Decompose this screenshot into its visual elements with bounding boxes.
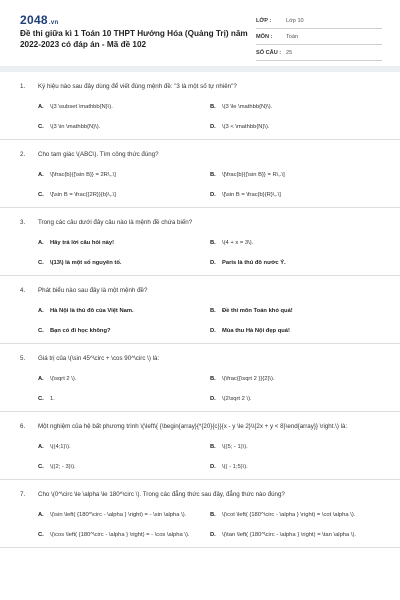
answer-option[interactable] [210, 395, 382, 403]
answer-letter: D. [210, 464, 216, 470]
answer-text: Hãy trả lời câu hỏi này! [50, 240, 115, 246]
meta-value: 25 [286, 49, 293, 56]
answer-options [38, 375, 400, 403]
answer-text: \(2\sqrt 2 \). [222, 396, 252, 402]
question-item [0, 344, 400, 412]
answer-options [38, 103, 400, 131]
answer-letter: B. [210, 172, 216, 178]
answer-letter: A. [38, 376, 44, 382]
logo-text: 2048 [20, 13, 48, 27]
answer-letter: A. [38, 444, 44, 450]
answer-option[interactable] [210, 259, 382, 267]
question-number: 7. [20, 491, 26, 498]
answer-option[interactable] [38, 395, 210, 403]
answer-option[interactable] [210, 191, 382, 199]
question-header [0, 218, 400, 227]
answer-options [38, 443, 400, 471]
question-text: Trong các câu dưới đây câu nào là mệnh đề chứa biến? [38, 219, 193, 226]
question-number: 4. [20, 287, 26, 294]
answer-letter: D. [210, 328, 216, 334]
answer-letter: B. [210, 512, 216, 518]
question-item [0, 480, 400, 548]
answer-text: \(3 \subset \mathbb{N}\). [50, 104, 113, 110]
answer-text: \(3 \le \mathbb{N}\). [222, 104, 273, 110]
answer-option[interactable] [38, 239, 210, 247]
answer-text: \(13\) là một số nguyên tố. [50, 260, 122, 266]
answer-options [38, 239, 400, 267]
answer-option[interactable] [38, 463, 210, 471]
answer-letter: A. [38, 172, 44, 178]
answer-text: \(\cot \left( {180^\circ - \alpha } \right) = \cot \alpha \). [222, 512, 356, 518]
answer-letter: C. [38, 532, 44, 538]
meta-row-subject [256, 29, 382, 45]
answer-text: \(3 < \mathbb{N}\). [222, 124, 270, 130]
answer-options [38, 307, 400, 335]
answer-option[interactable] [38, 103, 210, 111]
question-number: 2. [20, 151, 26, 158]
question-item [0, 140, 400, 208]
answer-text: Paris là thủ đô nước Ý. [222, 260, 286, 266]
answer-letter: D. [210, 260, 216, 266]
answer-text: \[\sin B = \frac{b}{R}\,.\] [222, 192, 281, 198]
exam-title: Đề thi giữa kì 1 Toán 10 THPT Hướng Hóa (Quảng Trị) năm 2022-2023 có đáp án - Mã đề 102 [20, 29, 248, 49]
answer-text: \(4 + x = 3\). [222, 240, 254, 246]
question-number: 5. [20, 355, 26, 362]
answer-text: \((5; - 1)\). [222, 444, 248, 450]
answer-options [38, 171, 400, 199]
question-header [0, 150, 400, 159]
question-number: 3. [20, 219, 26, 226]
meta-key: MÔN : [256, 33, 273, 40]
answer-text: \(\tan \left( {180^\circ - \alpha } \right) = \tan \alpha \). [222, 532, 357, 538]
answer-option[interactable] [210, 171, 382, 179]
question-header [0, 354, 400, 363]
answer-option[interactable] [210, 443, 382, 451]
question-text: Phát biểu nào sau đây là một mệnh đề? [38, 287, 148, 294]
answer-option[interactable] [210, 327, 382, 335]
answer-option[interactable] [38, 531, 210, 539]
answer-option[interactable] [38, 327, 210, 335]
answer-letter: D. [210, 532, 216, 538]
answer-letter: C. [38, 464, 44, 470]
answer-letter: B. [210, 308, 216, 314]
question-number: 1. [20, 83, 26, 90]
answer-text: \(\sqrt 2 \). [50, 376, 77, 382]
answer-option[interactable] [210, 239, 382, 247]
meta-row-question-count [256, 45, 382, 61]
site-logo[interactable] [20, 13, 58, 27]
answer-option[interactable] [210, 123, 382, 131]
answer-text: Bạn có đi học không? [50, 328, 111, 334]
question-text: Ký hiệu nào sau đây dùng để viết đúng mệnh đề: "3 là một số tự nhiên"? [38, 83, 237, 90]
answer-letter: B. [210, 444, 216, 450]
question-number: 6. [20, 423, 26, 430]
answer-text: \((2; - 3)\). [50, 464, 76, 470]
answer-letter: B. [210, 104, 216, 110]
answer-text: \(\cos \left( {180^\circ - \alpha } \right) = - \cos \alpha \). [50, 532, 190, 538]
question-item [0, 72, 400, 140]
answer-letter: C. [38, 260, 44, 266]
answer-option[interactable] [38, 191, 210, 199]
meta-value: Lớp 10 [286, 17, 304, 24]
answer-text: \[\frac{b}{{\sin B}} = 2R\,.\] [50, 172, 116, 178]
question-text: Giá trị của \(\sin 45^\circ + \cos 90^\circ \) là: [38, 355, 160, 362]
meta-row-class [256, 13, 382, 29]
answer-option[interactable] [38, 307, 210, 315]
question-text: Cho \(0^\circ \le \alpha \le 180^\circ \). Trong các đẳng thức sau đây, đẳng thức nào đúng? [38, 491, 285, 498]
answer-letter: A. [38, 308, 44, 314]
answer-option[interactable] [210, 463, 382, 471]
answer-text: Đề thi môn Toán khó quá! [222, 308, 293, 314]
answer-option[interactable] [38, 171, 210, 179]
question-item [0, 412, 400, 480]
answer-letter: D. [210, 396, 216, 402]
answer-text: Hà Nội là thủ đô của Việt Nam. [50, 308, 134, 314]
exam-meta [256, 13, 382, 61]
answer-text: \(( - 1;5)\). [222, 464, 248, 470]
question-header [0, 490, 400, 499]
answer-text: 1. [50, 396, 55, 402]
answer-option[interactable] [210, 307, 382, 315]
answer-letter: C. [38, 124, 44, 130]
answer-letter: D. [210, 124, 216, 130]
meta-key: SỐ CÂU : [256, 49, 282, 56]
answer-options [38, 511, 400, 539]
question-text: Cho tam giác \(ABC\). Tìm công thức đúng? [38, 151, 159, 158]
answer-letter: D. [210, 192, 216, 198]
answer-option[interactable] [210, 103, 382, 111]
answer-letter: C. [38, 328, 44, 334]
answer-text: \(\sin \left( {180^\circ - \alpha } \right) = - \sin \alpha \). [50, 512, 187, 518]
logo-suffix: .vn [48, 20, 59, 26]
meta-key: LỚP : [256, 17, 272, 24]
answer-option[interactable] [210, 375, 382, 383]
answer-letter: B. [210, 376, 216, 382]
answer-letter: A. [38, 240, 44, 246]
answer-text: Mùa thu Hà Nội đẹp quá! [222, 328, 290, 334]
answer-text: \(\frac{{\sqrt 2 }}{2}\). [222, 376, 275, 382]
answer-option[interactable] [38, 443, 210, 451]
question-item [0, 276, 400, 344]
answer-letter: C. [38, 192, 44, 198]
question-item [0, 208, 400, 276]
answer-text: \(3 \in \mathbb{N}\). [50, 124, 101, 130]
answer-option[interactable] [38, 375, 210, 383]
meta-value: Toán [286, 33, 299, 40]
question-header [0, 286, 400, 295]
answer-option[interactable] [210, 531, 382, 539]
question-header [0, 82, 400, 91]
exam-header [0, 0, 400, 66]
answer-option[interactable] [38, 259, 210, 267]
question-text: Một nghiệm của hệ bất phương trình \(\left\{ {\begin{array}{*{20}{c}}{x - y \le 2}\\{2x + y < 8}\end{array}} \right.\) là: [38, 423, 348, 430]
answer-text: \[\frac{b}{{\sin B}} = R\,.\] [222, 172, 285, 178]
question-header [0, 422, 400, 431]
answer-option[interactable] [38, 123, 210, 131]
answer-option[interactable] [38, 511, 210, 519]
answer-letter: B. [210, 240, 216, 246]
answer-letter: A. [38, 104, 44, 110]
answer-text: \((4;1)\). [50, 444, 71, 450]
answer-text: \[\sin B = \frac{{2R}}{b}\,.\] [50, 192, 116, 198]
answer-letter: C. [38, 396, 44, 402]
question-list [0, 72, 400, 548]
answer-option[interactable] [210, 511, 382, 519]
answer-letter: A. [38, 512, 44, 518]
